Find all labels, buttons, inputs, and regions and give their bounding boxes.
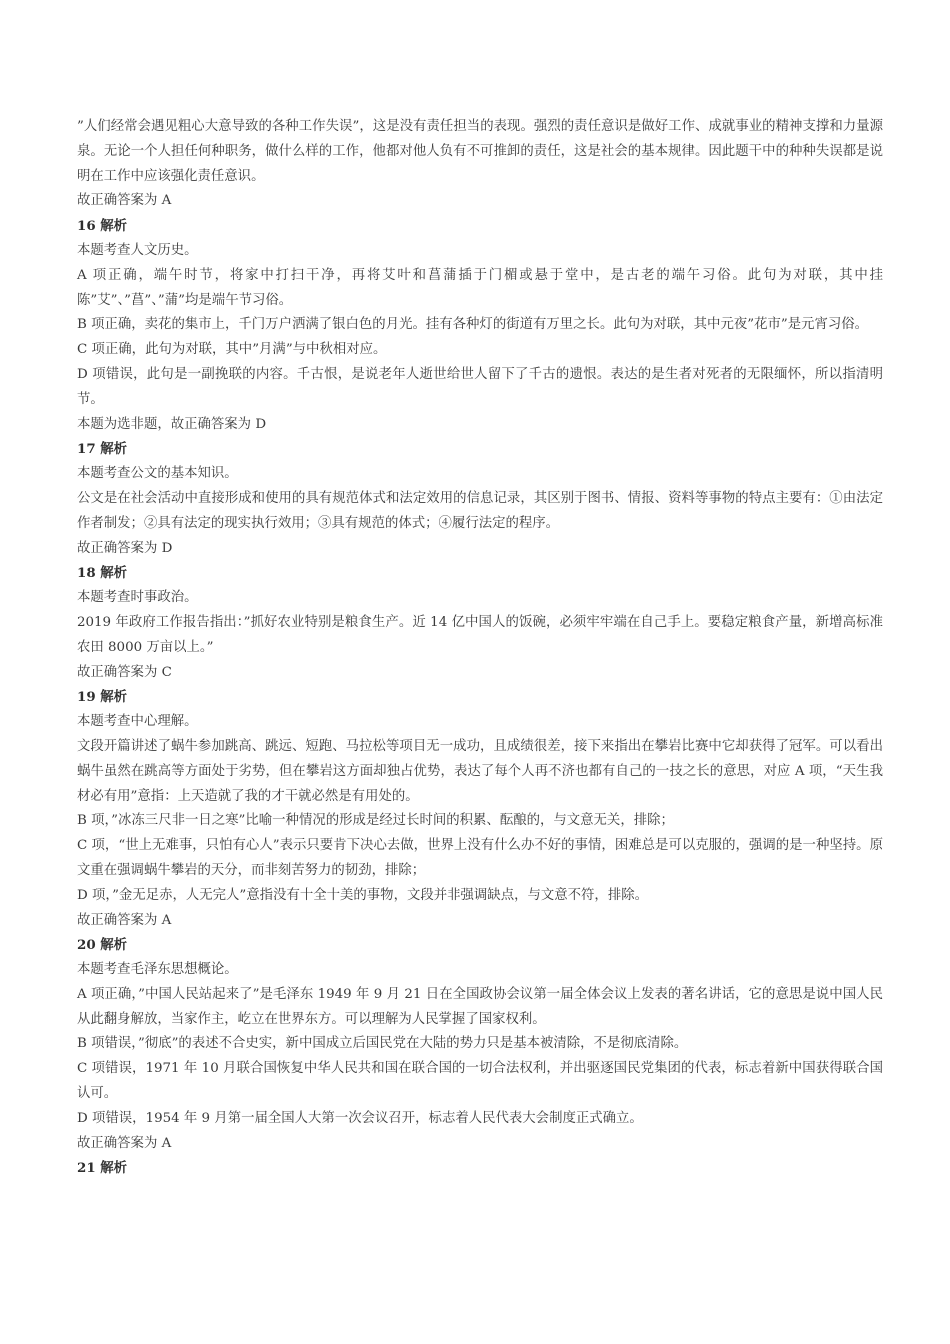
section-heading: 16 解析 xyxy=(77,218,128,235)
paragraph: 本题考查公文的基本知识。 xyxy=(77,466,238,482)
paragraph: A 项正确，”中国人民站起来了”是毛泽东 1949 年 9 月 21 日在全国政协会议第一届全体会议上发表的著名讲话，它的意思是说中国人民从此翻身解放，当家作主，屹立在世界东方。可以理解为人民掌握了国家权利。 xyxy=(77,986,883,1027)
paragraph: 本题考查毛泽东思想概论。 xyxy=(77,962,238,978)
paragraph: D 项错误，此句是一副挽联的内容。千古恨，是说老年人逝世给世人留下了千古的遗恨。表达的是生者对死者的无限缅怀，所以指清明节。 xyxy=(77,366,883,407)
paragraph: C 项，“世上无难事，只怕有心人”表示只要肯下决心去做，世界上没有什么办不好的事情，困难总是可以克服的，强调的是一种坚持。原文重在强调蜗牛攀岩的天分，而非刻苦努力的韧劲，排除； xyxy=(77,838,883,878)
paragraph: 文段开篇讲述了蜗牛参加跳高、跳远、短跑、马拉松等项目无一成功，且成绩很差，接下来指出在攀岩比赛中它却获得了冠军。可以看出蜗牛虽然在跳高等方面处于劣势，但在攀岩这方面却独占优势，表达了每个人再不济也都有自己的一技之长的意思，对应 A 项，“天生我材必有用”意指：上天造就了我的才干就必然是有用处的。 xyxy=(77,738,883,804)
paragraph: C 项错误，1971 年 10 月联合国恢复中华人民共和国在联合国的一切合法权利，并出驱逐国民党集团的代表，标志着新中国获得联合国认可。 xyxy=(77,1061,883,1102)
paragraph: B 项错误，”彻底”的表述不合史实，新中国成立后国民党在大陆的势力只是基本被清除，不是彻底清除。 xyxy=(77,1036,688,1052)
paragraph: ”人们经常会遇见粗心大意导致的各种工作失误”，这是没有责任担当的表现。强烈的责任意识是做好工作、成就事业的精神支撑和力量源泉。无论一个人担任何种职务，做什么样的工作，他都对他人负有不可推卸的责任，这是社会的基本规律。因此题干中的种种失误都是说明在工作中应该强化责任意识。 xyxy=(77,119,883,184)
section-heading: 21 解析 xyxy=(77,1160,128,1177)
paragraph: B 项正确，卖花的集市上，千门万户洒满了银白色的月光。挂有各种灯的街道有万里之长。此句为对联，其中元夜”花市”是元宵习俗。 xyxy=(77,317,869,333)
paragraph: 故正确答案为 A xyxy=(77,193,172,209)
section-heading: 17 解析 xyxy=(77,441,128,458)
paragraph: D 项，”金无足赤，人无完人”意指没有十全十美的事物，文段并非强调缺点，与文意不符，排除。 xyxy=(77,887,648,903)
paragraph: 本题考查人文历史。 xyxy=(77,242,198,258)
section-heading: 18 解析 xyxy=(77,565,128,582)
paragraph: 公文是在社会活动中直接形成和使用的具有规范体式和法定效用的信息记录，其区别于图书、情报、资料等事物的特点主要有：①由法定作者制发；②具有法定的现实执行效用；③具有规范的体式；④履行法定的程序。 xyxy=(77,490,883,531)
paragraph: 故正确答案为 A xyxy=(77,1135,172,1151)
paragraph: 故正确答案为 D xyxy=(77,540,173,556)
document-body xyxy=(77,115,883,1181)
paragraph: B 项，”冰冻三尺非一日之寒”比喻一种情况的形成是经过长时间的积累、酝酿的，与文意无关，排除； xyxy=(77,813,674,829)
paragraph: 本题考查中心理解。 xyxy=(77,714,198,730)
paragraph: 本题为选非题，故正确答案为 D xyxy=(77,416,267,432)
paragraph: A 项正确，端午时节，将家中打扫干净，再将艾叶和菖蒲插于门楣或悬于堂中，是古老的端午习俗。此句为对联，其中挂陈”艾”、”菖”、”蒲”均是端午节习俗。 xyxy=(77,267,883,308)
paragraph: 本题考查时事政治。 xyxy=(77,590,198,606)
paragraph: 故正确答案为 A xyxy=(77,912,172,928)
paragraph: 2019 年政府工作报告指出：”抓好农业特别是粮食生产。近 14 亿中国人的饭碗，必须牢牢端在自己手上。要稳定粮食产量，新增高标准农田 8000 万亩以上。” xyxy=(77,614,883,655)
paragraph: D 项错误，1954 年 9 月第一届全国人大第一次会议召开，标志着人民代表大会制度正式确立。 xyxy=(77,1110,643,1126)
paragraph: 故正确答案为 C xyxy=(77,664,172,680)
section-heading: 19 解析 xyxy=(77,689,128,706)
section-heading: 20 解析 xyxy=(77,937,128,954)
paragraph: C 项正确，此句为对联，其中”月满”与中秋相对应。 xyxy=(77,342,387,358)
